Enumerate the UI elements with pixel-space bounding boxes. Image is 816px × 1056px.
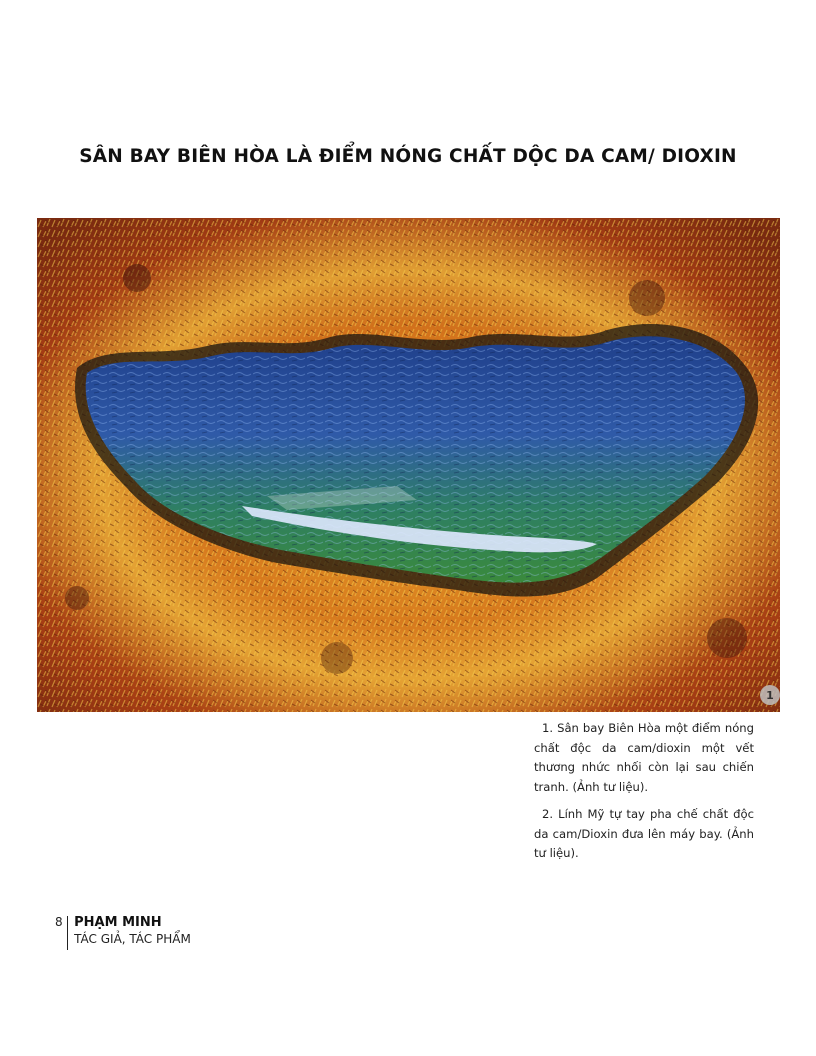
photo-number-badge: 1 [760,685,780,705]
footer-divider [67,916,69,950]
footer-text [74,914,191,948]
aerial-photo [37,218,780,712]
captions [534,719,754,872]
page-number: 8 [55,915,63,929]
footer-author: PHẠM MINH [74,915,162,930]
caption-2: 2. Lính Mỹ tự tay pha chế chất độc da cam/Dioxin đưa lên máy bay. (Ảnh tư liệu). [534,807,754,860]
caption-1: 1. Sân bay Biên Hòa một điểm nóng chất độc da cam/dioxin một vết thương nhức nhối còn lại sau chiến tranh. (Ảnh tư liệu). [534,721,754,794]
page-title: SÂN BAY BIÊN HÒA LÀ ĐIỂM NÓNG CHẤT DỘC DA CAM/ DIOXIN [79,146,737,167]
footer-subtitle: TÁC GIẢ, TÁC PHẨM [74,932,191,946]
page-footer [55,914,191,950]
aerial-photo-image [37,218,780,712]
